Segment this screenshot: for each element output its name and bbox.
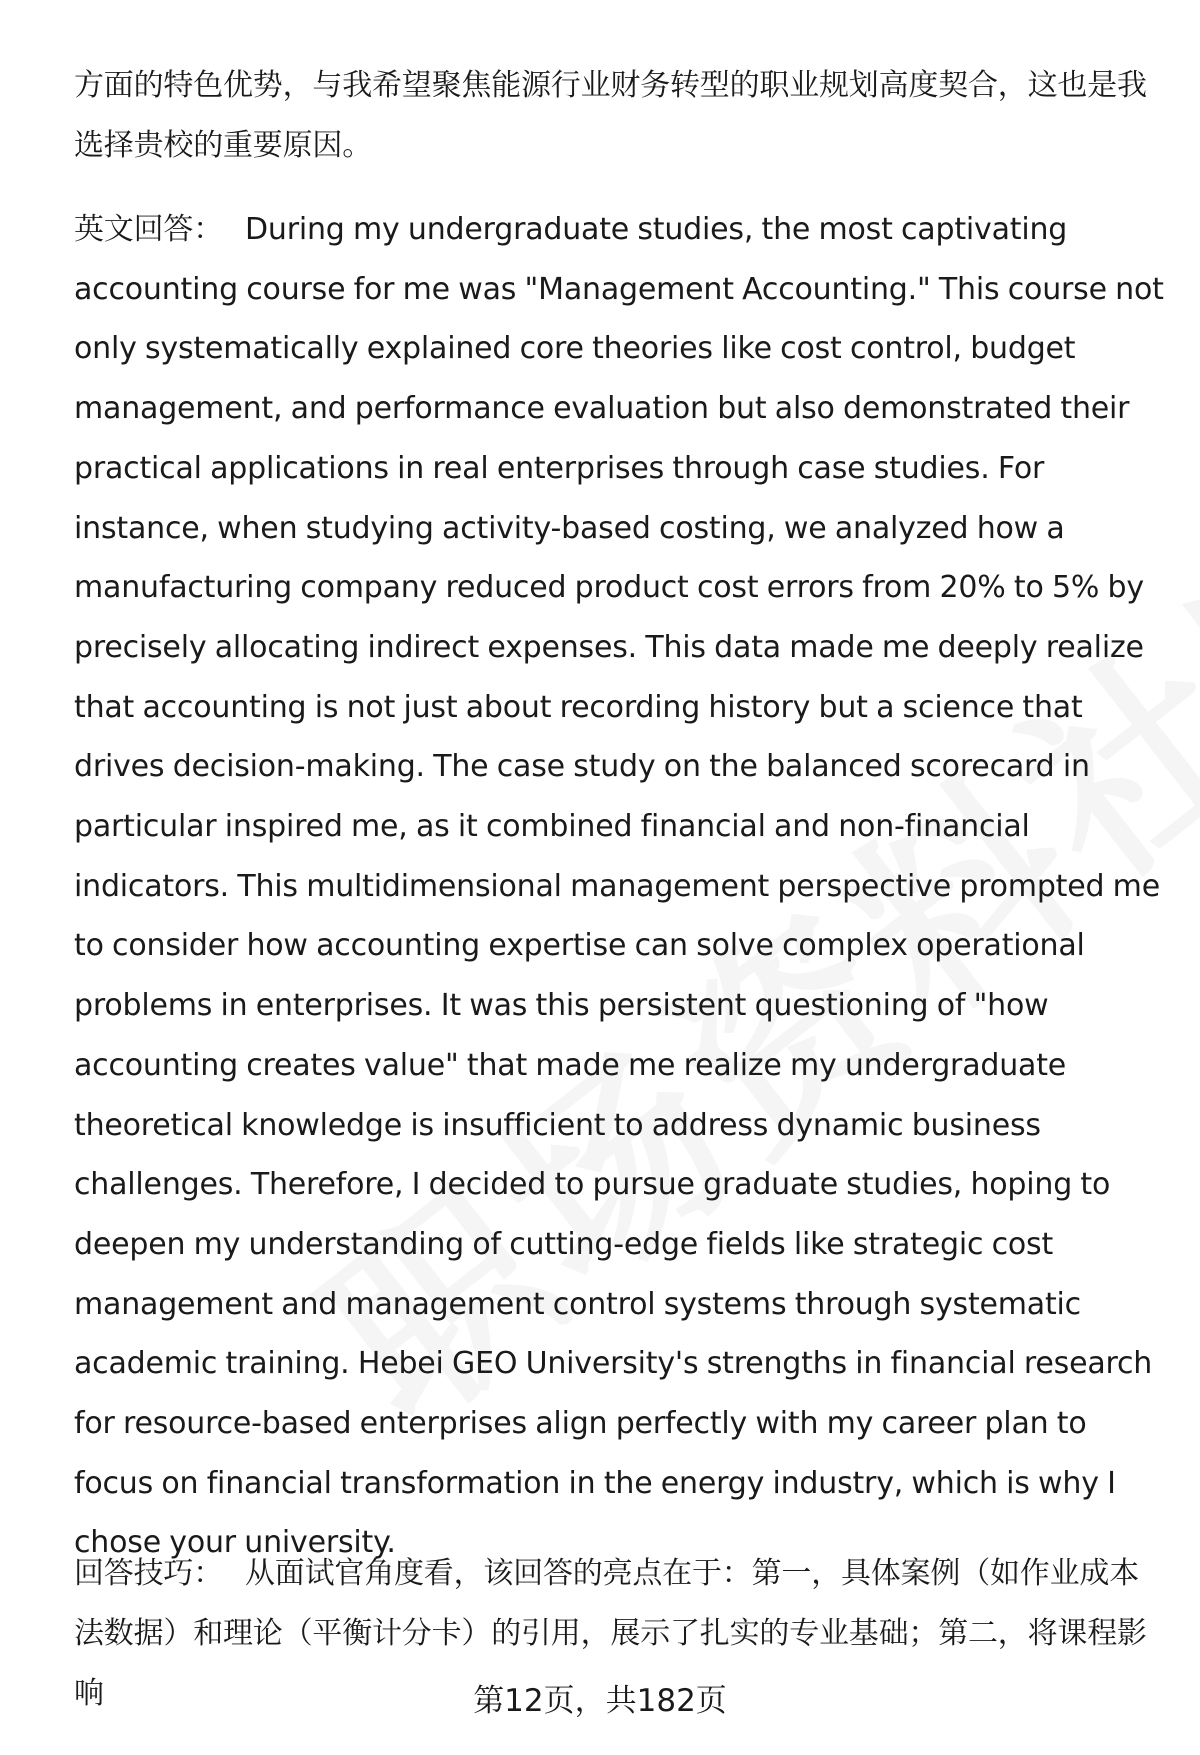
answer-tips-text: 从面试官角度看，该回答的亮点在于：第一，具体案例（如作业成本法数据）和理论（平衡计分卡）的引用，展示了扎实的专业基础；第二，将课程影响 [74,1556,1147,1711]
intro-text: 方面的特色优势，与我希望聚焦能源行业财务转型的职业规划高度契合，这也是我选择贵校的重要原因。 [74,68,1147,163]
document-page [74,0,1164,1755]
english-answer-label: 英文回答： [74,212,223,247]
english-answer-paragraph [74,200,1164,1573]
english-answer-text: During my undergraduate studies, the most captivating accounting course for me was "Management Accounting." This course not only systematically explained core theories like cost control, budget management, and performance evaluation but also demonstrated their practical applications in real enterprises through case studies. For instance, when studying activity-based costing, we analyzed how a manufacturing company reduced product cost errors from 20% to 5% by precisely allocating indirect expenses. This data made me deeply realize that accounting is not just about recording history but a science that drives decision-making. The case study on the balanced scorecard in particular inspired me, as it combined financial and non-financial indicators. This multidimensional management perspective prompted me to consider how accounting expertise can solve complex operational problems in enterprises. It was this persistent questioning of "how accounting creates value" that made me realize my undergraduate theoretical knowledge is insufficient to address dynamic business challenges. Therefore, I decided to pursue graduate studies, hoping to deepen my understanding of cutting-edge fields like strategic cost management and management control systems through systematic academic training. Hebei GEO University's strengths in financial research for resource-based enterprises align perfectly with my career plan to focus on financial transformation in the energy industry, which is why I chose your university. [74,212,1164,1561]
intro-paragraph [74,56,1164,176]
page-number-footer: 第12页，共182页 [473,1683,727,1719]
answer-tips-label: 回答技巧： [74,1556,223,1591]
